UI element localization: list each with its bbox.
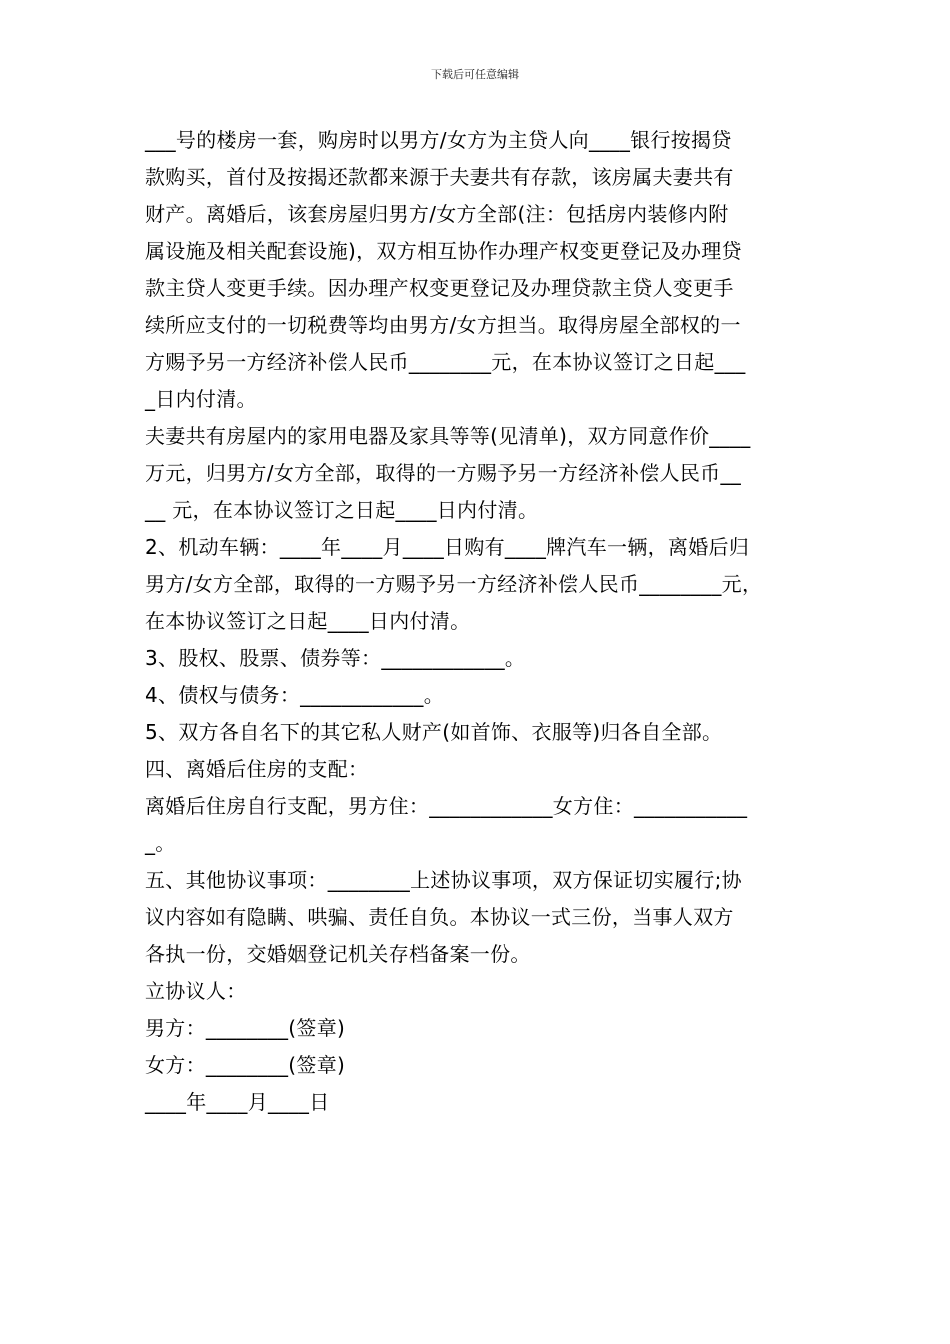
section-heading: 四、离婚后住房的支配： [145, 757, 369, 781]
text-line: 方赐予另一方经济补偿人民币________元，在本协议签订之日起___ [145, 350, 746, 374]
male-signature-line: 男方：________(签章) [145, 1016, 346, 1040]
text-line: 3、股权、股票、债券等：____________。 [145, 646, 526, 670]
private-property-item [145, 714, 817, 751]
text-line: 在本协议签订之日起____日内付清。 [145, 609, 471, 633]
text-line: 男方/女方全部，取得的一方赐予另一方经济补偿人民币________元， [145, 572, 763, 596]
other-matters-paragraph [145, 862, 817, 973]
page-header: 下载后可任意编辑 [431, 68, 519, 81]
vehicle-paragraph [145, 529, 817, 640]
female-signature-line: 女方：________(签章) [145, 1053, 346, 1077]
text-line: 续所应支付的一切税费等均由男方/女方担当。取得房屋全部权的一 [145, 313, 741, 337]
housing-paragraph [145, 788, 817, 862]
date-line: ____年____月____日 [145, 1090, 330, 1114]
stocks-item [145, 640, 817, 677]
text-line: 议内容如有隐瞒、哄骗、责任自负。本协议一式三份，当事人双方 [145, 905, 734, 929]
signatories-title: 立协议人： [145, 979, 247, 1003]
text-line: 款购买，首付及按揭还款都来源于夫妻共有存款，该房属夫妻共有 [145, 165, 734, 189]
text-line: 财产。离婚后，该套房屋归男方/女方全部(注：包括房内装修内附 [145, 202, 729, 226]
text-line: 夫妻共有房屋内的家用电器及家具等等(见清单)，双方同意作价____ [145, 424, 751, 448]
text-line: 2、机动车辆：____年____月____日购有____牌汽车一辆，离婚后归 [145, 535, 750, 559]
text-line: _。 [145, 831, 176, 855]
house-paragraph [145, 122, 817, 418]
text-line: 4、债权与债务：____________。 [145, 683, 445, 707]
text-line: 各执一份，交婚姻登记机关存档备案一份。 [145, 942, 531, 966]
text-line: ___号的楼房一套，购房时以男方/女方为主贷人向____银行按揭贷 [145, 128, 732, 152]
text-line: 离婚后住房自行支配，男方住：____________女方住：___________ [145, 794, 748, 818]
text-line: _日内付清。 [145, 387, 257, 411]
text-line: 五、其他协议事项：________上述协议事项，双方保证切实履行;协 [145, 868, 742, 892]
debts-item [145, 677, 817, 714]
text-line: 万元，归男方/女方全部，取得的一方赐予另一方经济补偿人民币__ [145, 461, 742, 485]
document-body [145, 122, 817, 1121]
text-line: 属设施及相关配套设施)，双方相互协作办理产权变更登记及办理贷 [145, 239, 742, 263]
housing-heading [145, 751, 817, 788]
text-line: 5、双方各自名下的其它私人财产(如首饰、衣服等)归各自全部。 [145, 720, 723, 744]
text-line: 款主贷人变更手续。因办理产权变更登记及办理贷款主贷人变更手 [145, 276, 734, 300]
appliances-paragraph [145, 418, 817, 529]
signature-block [145, 973, 817, 1121]
text-line: __ 元，在本协议签订之日起____日内付清。 [145, 498, 539, 522]
